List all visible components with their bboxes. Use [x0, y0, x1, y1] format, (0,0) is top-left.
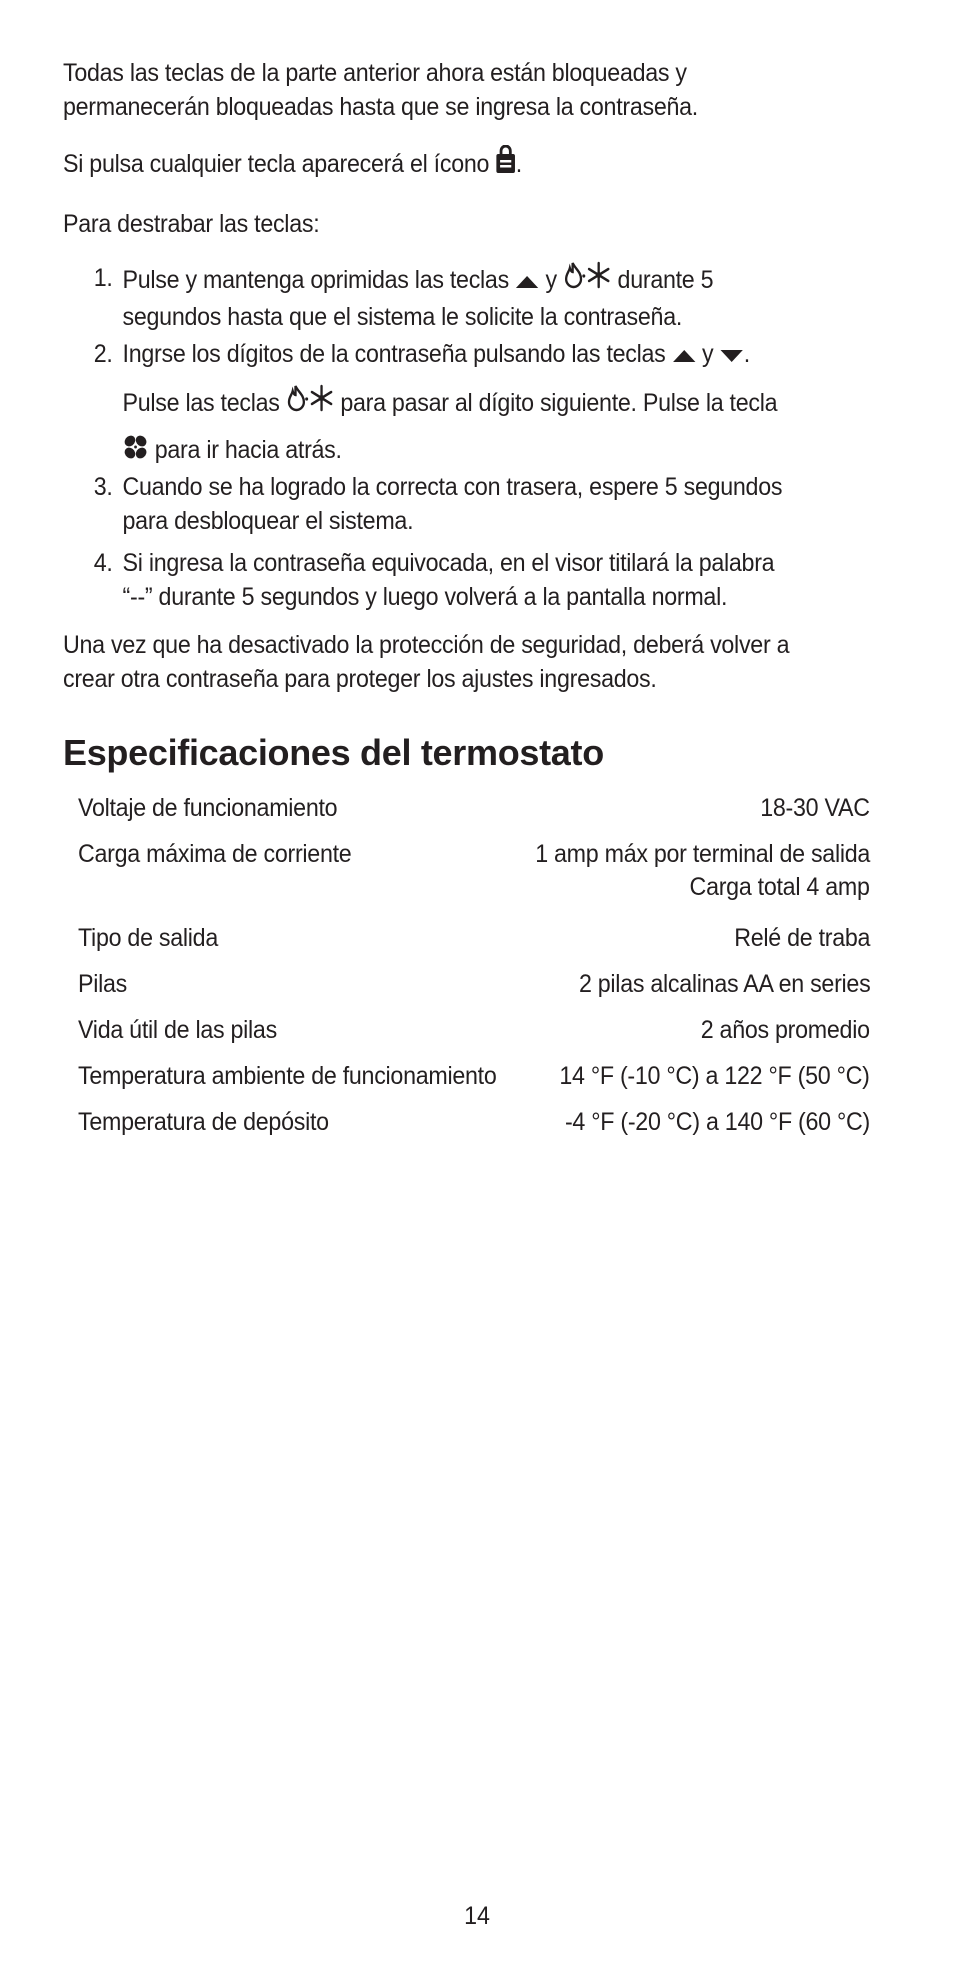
- flame-snowflake-icon: [563, 261, 611, 300]
- spec-label: Carga máxima de corriente: [78, 840, 352, 868]
- closing-line-2: crear otra contraseña para proteger los ajustes ingresados.: [63, 665, 657, 693]
- step-text: y: [539, 266, 564, 294]
- unlock-intro: Para destrabar las teclas:: [63, 210, 320, 238]
- spec-label: Tipo de salida: [78, 924, 218, 952]
- up-triangle-icon: [672, 340, 696, 374]
- spec-label: Vida útil de las pilas: [78, 1016, 277, 1044]
- step-text: durante 5: [611, 266, 714, 294]
- step-number: 3.: [93, 473, 113, 501]
- spec-value: 2 pilas alcalinas AA en series: [578, 970, 870, 998]
- step-text: para ir hacia atrás.: [148, 436, 342, 464]
- closing-paragraph: [63, 628, 844, 696]
- spec-label: Temperatura de depósito: [78, 1108, 329, 1136]
- spec-value: 1 amp máx por terminal de salida: [535, 840, 870, 868]
- step-text: “--” durante 5 segundos y luego volverá a la pantalla normal.: [122, 583, 728, 611]
- intro-line-1: Todas las teclas de la parte anterior ahora están bloqueadas y: [63, 59, 687, 87]
- step-text: .: [743, 340, 750, 368]
- step-text: para desbloquear el sistema.: [122, 507, 414, 535]
- page-number: 14: [464, 1902, 490, 1930]
- down-triangle-icon: [720, 340, 744, 374]
- icon-sentence: [63, 145, 844, 184]
- spec-label: Pilas: [78, 970, 127, 998]
- spec-value: 2 años promedio: [700, 1016, 870, 1044]
- step-text: para pasar al dígito siguiente. Pulse la tecla: [334, 389, 778, 417]
- icon-sentence-suffix: .: [515, 150, 522, 178]
- step-text: Pulse las teclas: [122, 389, 286, 417]
- spec-value: -4 °F (-20 °C) a 140 °F (60 °C): [564, 1108, 870, 1136]
- spec-label: Temperatura ambiente de funcionamiento: [78, 1062, 497, 1090]
- flame-snowflake-icon: [286, 384, 334, 423]
- step-text: y: [695, 340, 720, 368]
- spec-label: Voltaje de funcionamiento: [78, 794, 338, 822]
- step-text: Ingrse los dígitos de la contraseña pulsando las teclas: [122, 340, 672, 368]
- spec-value: 18-30 VAC: [760, 794, 870, 822]
- intro-paragraph: [63, 56, 844, 124]
- spec-value: 14 °F (-10 °C) a 122 °F (50 °C): [559, 1062, 870, 1090]
- step-number: 4.: [93, 549, 113, 577]
- step-text: Cuando se ha logrado la correcta con trasera, espere 5 segundos: [122, 473, 783, 501]
- closing-line-1: Una vez que ha desactivado la protección de seguridad, deberá volver a: [63, 631, 790, 659]
- step-text: segundos hasta que el sistema le solicite la contraseña.: [122, 303, 683, 331]
- specs-heading: Especificaciones del termostato: [63, 732, 604, 773]
- intro-line-2: permanecerán bloqueadas hasta que se ingresa la contraseña.: [63, 93, 698, 121]
- fan-icon: [123, 433, 149, 470]
- step-text: Si ingresa la contraseña equivocada, en el visor titilará la palabra: [122, 549, 775, 577]
- spec-value: Relé de traba: [734, 924, 870, 952]
- up-triangle-icon: [515, 266, 539, 300]
- spec-value: Carga total 4 amp: [689, 873, 870, 901]
- lock-icon: [495, 145, 515, 184]
- icon-sentence-prefix: Si pulsa cualquier tecla aparecerá el ícono: [63, 150, 496, 178]
- step-text: Pulse y mantenga oprimidas las teclas: [122, 266, 516, 294]
- step-number: 2.: [93, 340, 113, 368]
- step-number: 1.: [93, 264, 113, 292]
